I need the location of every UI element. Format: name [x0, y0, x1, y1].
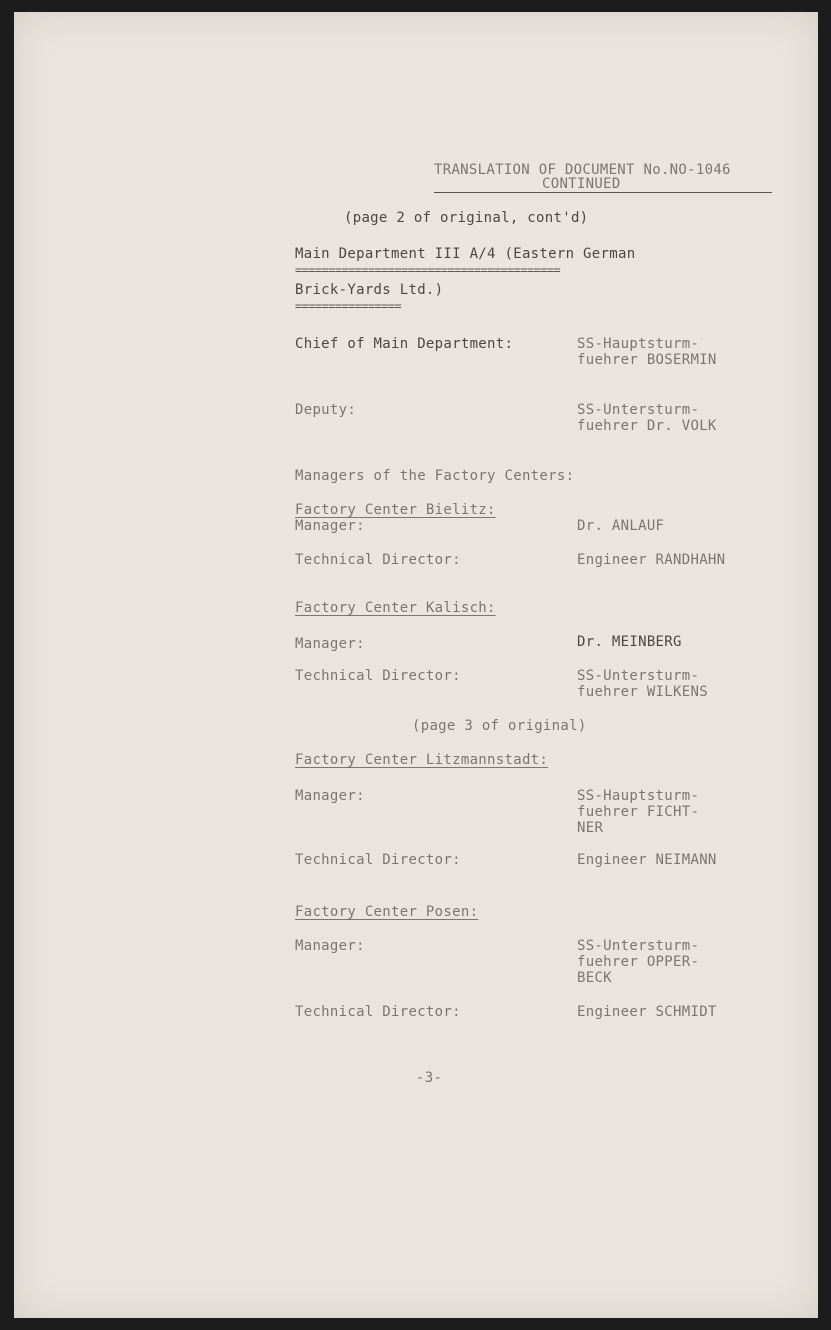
page-number: -3-: [416, 1070, 443, 1086]
managers-heading: Managers of the Factory Centers:: [295, 468, 575, 484]
page-note-3: (page 3 of original): [412, 718, 587, 734]
litzmannstadt-manager-value-1: SS-Hauptsturm-: [577, 788, 700, 804]
chief-value-2: fuehrer BOSERMIN: [577, 352, 717, 368]
bielitz-manager-value: Dr. ANLAUF: [577, 518, 665, 534]
kalisch-manager-value: Dr. MEINBERG: [577, 634, 682, 650]
posen-tech-label: Technical Director:: [295, 1004, 461, 1020]
document-page: [14, 12, 818, 1318]
deputy-value-2: fuehrer Dr. VOLK: [577, 418, 717, 434]
litzmannstadt-manager-value-3: NER: [577, 820, 604, 836]
posen-manager-value-3: BECK: [577, 970, 612, 986]
kalisch-tech-label: Technical Director:: [295, 668, 461, 684]
deputy-label: Deputy:: [295, 402, 357, 418]
kalisch-tech-value-2: fuehrer WILKENS: [577, 684, 708, 700]
posen-manager-label: Manager:: [295, 938, 365, 954]
bielitz-heading: Factory Center Bielitz:: [295, 502, 496, 518]
dept-double-rule-1: ========================================: [295, 265, 560, 275]
litzmannstadt-tech-value: Engineer NEIMANN: [577, 852, 717, 868]
bielitz-manager-label: Manager:: [295, 518, 365, 534]
dept-line-1: Main Department III A/4 (Eastern German: [295, 246, 636, 262]
posen-manager-value-1: SS-Untersturm-: [577, 938, 700, 954]
litzmannstadt-manager-label: Manager:: [295, 788, 365, 804]
kalisch-tech-value-1: SS-Untersturm-: [577, 668, 700, 684]
dept-double-rule-2: ================: [295, 301, 401, 311]
litzmannstadt-tech-label: Technical Director:: [295, 852, 461, 868]
header-rule: [434, 192, 772, 193]
litzmannstadt-manager-value-2: fuehrer FICHT-: [577, 804, 700, 820]
header-title: TRANSLATION OF DOCUMENT No.NO-1046: [434, 162, 731, 178]
kalisch-heading: Factory Center Kalisch:: [295, 600, 496, 616]
deputy-value-1: SS-Untersturm-: [577, 402, 700, 418]
litzmannstadt-heading: Factory Center Litzmannstadt:: [295, 752, 549, 768]
bielitz-tech-label: Technical Director:: [295, 552, 461, 568]
posen-heading: Factory Center Posen:: [295, 904, 479, 920]
chief-label: Chief of Main Department:: [295, 336, 514, 352]
header-continued: CONTINUED: [542, 176, 621, 192]
kalisch-manager-label: Manager:: [295, 636, 365, 652]
dept-line-2: Brick-Yards Ltd.): [295, 282, 444, 298]
bielitz-tech-value: Engineer RANDHAHN: [577, 552, 726, 568]
page-note-2: (page 2 of original, cont'd): [344, 210, 589, 226]
posen-tech-value: Engineer SCHMIDT: [577, 1004, 717, 1020]
posen-manager-value-2: fuehrer OPPER-: [577, 954, 700, 970]
chief-value-1: SS-Hauptsturm-: [577, 336, 700, 352]
